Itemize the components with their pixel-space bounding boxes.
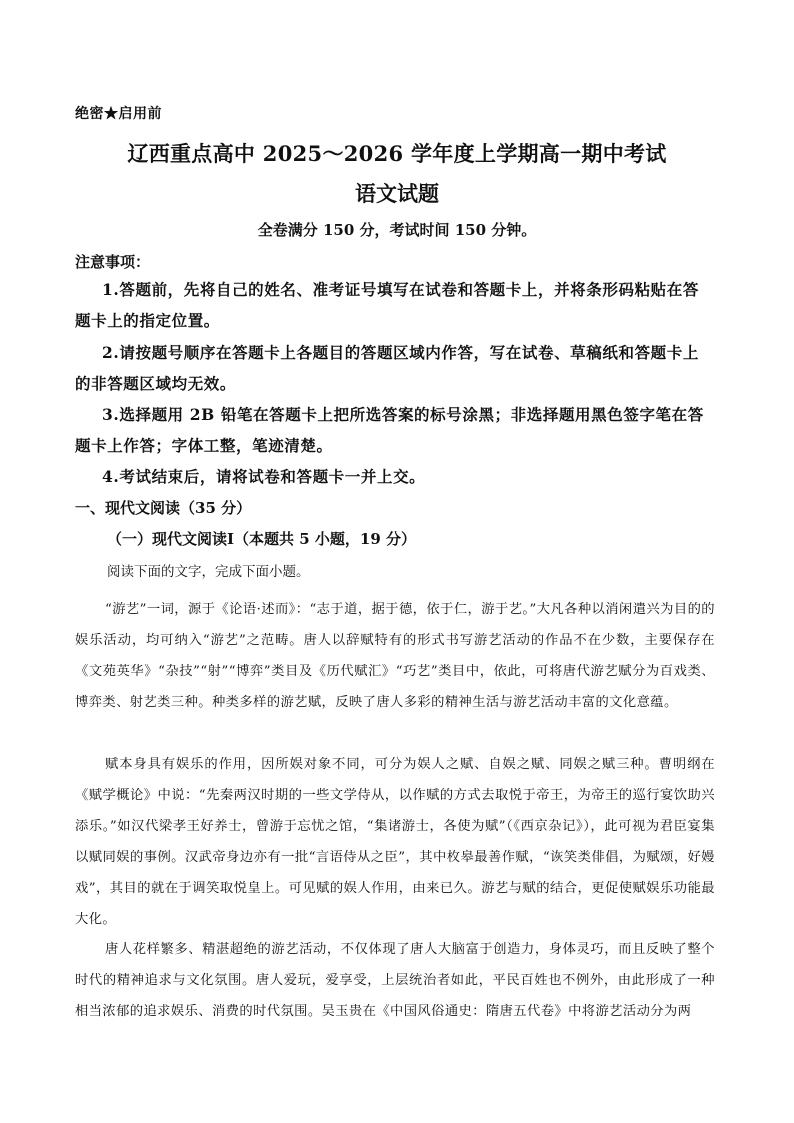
- notice-item: 4.考试结束后，请将试卷和答题卡一并上交。: [102, 467, 426, 486]
- passage-paragraph: “游艺”一词，源于《论语·述而》：“志于道，据于德，依于仁，游于艺。”大凡各种以消闲遣兴为目的的娱乐活动，均可纳入“游艺”之范畴。唐人以辞赋特有的形式书写游艺活动的作品不在少数，主要保存在《文苑英华》“杂技”“射”“博弈”类目及《历代赋汇》“巧艺”类目中，依此，可将唐代游艺赋分为百戏类、博弈类、射艺类三种。种类多样的游艺赋，反映了唐人多彩的精神生活与游艺活动丰富的文化意蕴。: [75, 602, 715, 710]
- section-heading: 一、现代文阅读（35 分）: [75, 499, 252, 517]
- notice-item: 2.请按题号顺序在答题卡上各题目的答题区域内作答，写在试卷、草稿纸和答题卡上的非答题区域均无效。: [75, 343, 699, 393]
- notice-item: 1.答题前，先将自己的姓名、准考证号填写在试卷和答题卡上，并将条形码粘贴在答题卡上的指定位置。: [75, 280, 699, 330]
- exam-subtitle: 语文试题: [355, 181, 439, 206]
- exam-title: 辽西重点高中 2025～2026 学年度上学期高一期中考试: [127, 141, 667, 166]
- subsection-heading: （一）现代文阅读Ⅰ（本题共 5 小题，19 分）: [107, 530, 416, 548]
- passage-paragraph: 赋本身具有娱乐的作用，因所娱对象不同，可分为娱人之赋、自娱之赋、同娱之赋三种。曹明纲在《赋学概论》中说：“先秦两汉时期的一些文学侍从，以作赋的方式去取悦于帝王，为帝王的巡行宴饮助兴添乐。”如汉代梁孝王好养士，曾游于忘忧之馆，“集诸游士，各使为赋”（《西京杂记》），此可视为君臣宴集以赋同娱的事例。汉武帝身边亦有一批“言语侍从之臣”，其中枚皋最善作赋，“诙笑类俳倡，为赋颂，好嫚戏”，其目的就在于调笑取悦皇上。可见赋的娱人作用，由来已久。游艺与赋的结合，更促使赋娱乐功能最大化。: [75, 757, 715, 927]
- confidential-label: 绝密★启用前: [75, 106, 162, 122]
- score-time-info: 全卷满分 150 分，考试时间 150 分钟。: [257, 221, 537, 239]
- reading-instruction: 阅读下面的文字，完成下面小题。: [107, 564, 310, 580]
- notice-item: 3.选择题用 2B 铅笔在答题卡上把所选答案的标号涂黑；非选择题用黑色签字笔在答题卡上作答；字体工整，笔迹清楚。: [75, 405, 704, 455]
- passage-paragraph: 唐人花样繁多、精湛超绝的游艺活动，不仅体现了唐人大脑富于创造力，身体灵巧，而且反映了整个时代的精神追求与文化氛围。唐人爱玩，爱享受，上层统治者如此，平民百姓也不例外，由此形成了一种相当浓郁的追求娱乐、消费的时代氛围。吴玉贵在《中国风俗通史：隋唐五代卷》中将游艺活动分为两: [75, 942, 715, 1019]
- notice-heading: 注意事项：: [75, 253, 151, 271]
